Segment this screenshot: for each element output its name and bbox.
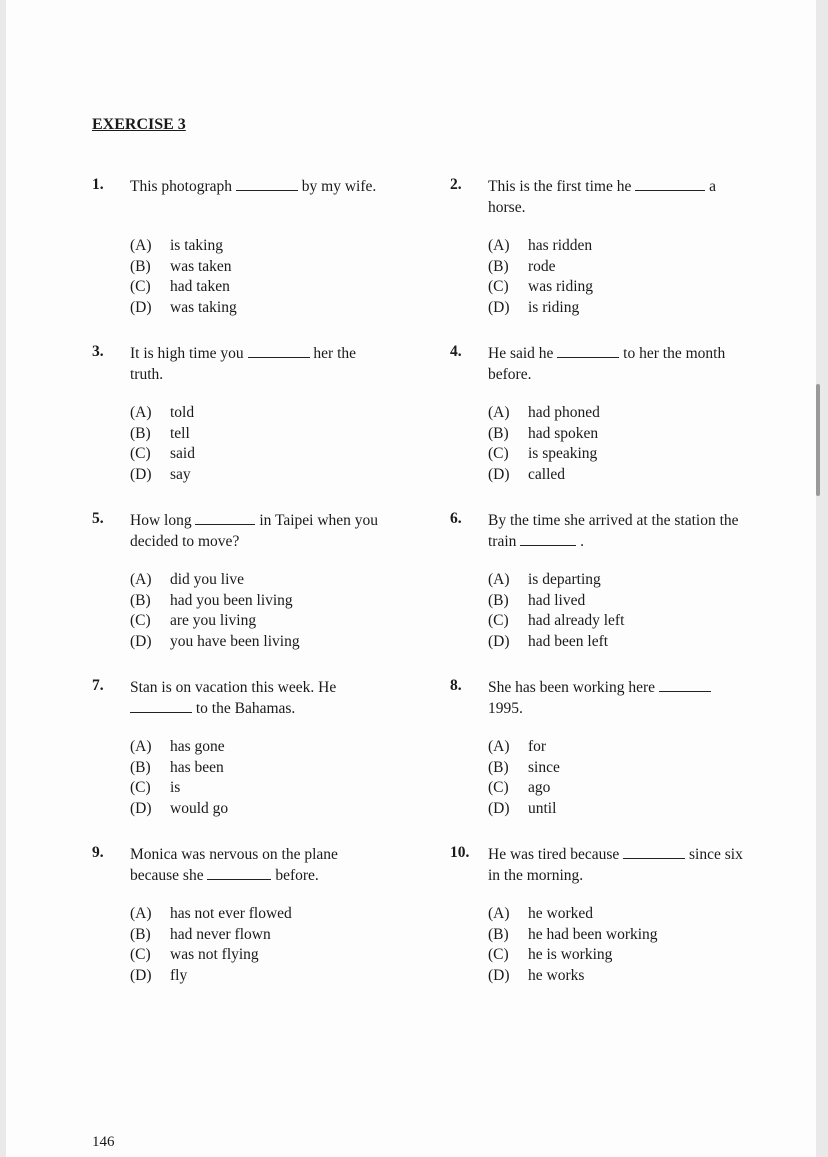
question-number: 6. bbox=[450, 510, 462, 527]
answer-option bbox=[130, 570, 300, 591]
answer-option bbox=[488, 277, 593, 298]
option-letter: (C) bbox=[130, 779, 151, 797]
question-number: 10. bbox=[450, 844, 470, 861]
answer-option bbox=[488, 591, 624, 612]
answer-options bbox=[130, 570, 300, 653]
option-text: had phoned bbox=[528, 404, 600, 421]
option-letter: (D) bbox=[488, 466, 510, 484]
option-letter: (B) bbox=[130, 591, 151, 609]
answer-options bbox=[130, 236, 237, 319]
answer-blank bbox=[248, 345, 310, 358]
question-number: 4. bbox=[450, 343, 462, 360]
scrollbar-thumb[interactable] bbox=[816, 384, 820, 496]
option-text: had already left bbox=[528, 612, 625, 630]
option-text: did you live bbox=[170, 571, 245, 588]
option-text: fly bbox=[170, 967, 188, 985]
option-text: has ridden bbox=[528, 237, 593, 254]
answer-option bbox=[130, 236, 237, 257]
option-letter: (D) bbox=[488, 800, 510, 818]
answer-option bbox=[130, 966, 292, 987]
stem-text-before-blank: How long bbox=[130, 512, 192, 529]
option-text: was taking bbox=[170, 299, 237, 317]
option-letter: (A) bbox=[130, 905, 152, 922]
answer-option bbox=[130, 277, 237, 298]
answer-blank bbox=[557, 345, 619, 358]
answer-blank bbox=[130, 700, 192, 713]
answer-option bbox=[130, 424, 195, 445]
stem-text-after-blank: in Taipei when you decided to move? bbox=[130, 512, 379, 550]
answer-option bbox=[488, 632, 624, 653]
option-text: is bbox=[170, 779, 181, 797]
stem-text-before-blank: He was tired because bbox=[488, 846, 620, 863]
question-number: 1. bbox=[92, 176, 104, 193]
option-text: tell bbox=[170, 424, 190, 442]
option-text: rode bbox=[528, 257, 556, 275]
answer-option bbox=[488, 904, 658, 925]
option-letter: (C) bbox=[488, 946, 509, 964]
option-letter: (B) bbox=[130, 925, 151, 943]
option-letter: (A) bbox=[130, 237, 152, 254]
option-letter: (C) bbox=[488, 445, 509, 463]
stem-text-after-blank: before. bbox=[275, 867, 319, 884]
stem-text-before-blank: This is the first time he bbox=[488, 178, 632, 195]
option-text: since bbox=[528, 758, 560, 776]
question-stem bbox=[130, 677, 390, 719]
answer-option bbox=[488, 925, 658, 946]
option-text: is departing bbox=[528, 571, 601, 588]
stem-text-after-blank: 1995. bbox=[488, 700, 523, 717]
option-letter: (D) bbox=[488, 967, 510, 985]
answer-option bbox=[130, 758, 228, 779]
stem-text-before-blank: Monica was nervous on the plane because she bbox=[130, 846, 338, 884]
answer-option bbox=[130, 298, 237, 319]
question-stem bbox=[130, 176, 390, 197]
option-text: ago bbox=[528, 779, 551, 797]
question-number: 5. bbox=[92, 510, 104, 527]
answer-option bbox=[130, 904, 292, 925]
stem-text-after-blank: to the Bahamas. bbox=[195, 700, 296, 717]
answer-blank bbox=[623, 846, 685, 859]
option-text: until bbox=[528, 800, 557, 818]
option-text: say bbox=[170, 466, 191, 484]
answer-blank bbox=[195, 512, 255, 525]
option-text: said bbox=[170, 445, 195, 463]
option-letter: (C) bbox=[488, 278, 509, 296]
option-letter: (D) bbox=[130, 299, 152, 317]
answer-option bbox=[488, 403, 600, 424]
option-text: has been bbox=[170, 758, 224, 776]
question-number: 2. bbox=[450, 176, 462, 193]
answer-option bbox=[488, 737, 560, 758]
answer-option bbox=[130, 799, 228, 820]
answer-option bbox=[488, 778, 560, 799]
answer-options bbox=[488, 904, 658, 987]
answer-option bbox=[488, 611, 624, 632]
answer-option bbox=[488, 298, 593, 319]
answer-option bbox=[488, 945, 658, 966]
answer-option bbox=[488, 444, 600, 465]
option-letter: (B) bbox=[488, 925, 509, 943]
answer-option bbox=[130, 611, 300, 632]
answer-option bbox=[488, 799, 560, 820]
option-letter: (D) bbox=[130, 967, 152, 985]
answer-blank bbox=[236, 178, 298, 191]
option-text: was taken bbox=[170, 257, 232, 275]
option-letter: (A) bbox=[488, 905, 510, 922]
option-text: had never flown bbox=[170, 925, 271, 943]
question-stem bbox=[130, 844, 390, 886]
option-text: had you been living bbox=[170, 591, 293, 609]
option-letter: (A) bbox=[130, 404, 152, 421]
option-text: had lived bbox=[528, 591, 586, 609]
option-letter: (B) bbox=[488, 591, 509, 609]
option-text: is speaking bbox=[528, 445, 598, 463]
answer-option bbox=[488, 257, 593, 278]
option-letter: (C) bbox=[488, 612, 509, 630]
option-letter: (C) bbox=[130, 445, 151, 463]
answer-option bbox=[488, 424, 600, 445]
option-text: is taking bbox=[170, 237, 223, 254]
answer-option bbox=[130, 444, 195, 465]
stem-text-after-blank: to her the month before. bbox=[488, 345, 726, 383]
option-text: has not ever flowed bbox=[170, 905, 292, 922]
option-letter: (A) bbox=[130, 571, 152, 588]
answer-options bbox=[130, 403, 195, 486]
answer-option bbox=[488, 236, 593, 257]
stem-text-before-blank: She has been working here bbox=[488, 679, 656, 696]
answer-option bbox=[130, 737, 228, 758]
option-letter: (D) bbox=[130, 633, 152, 651]
option-letter: (A) bbox=[130, 738, 152, 755]
question-number: 3. bbox=[92, 343, 104, 360]
answer-options bbox=[130, 904, 292, 987]
exercise-title: EXERCISE 3 bbox=[92, 116, 186, 133]
stem-text-after-blank: her the truth. bbox=[130, 345, 357, 383]
question-stem bbox=[130, 343, 390, 385]
option-letter: (B) bbox=[130, 424, 151, 442]
question-stem bbox=[488, 510, 748, 552]
stem-text-before-blank: Stan is on vacation this week. He bbox=[130, 679, 337, 696]
option-text: is riding bbox=[528, 299, 580, 317]
answer-option bbox=[488, 570, 624, 591]
option-text: had taken bbox=[170, 278, 230, 296]
option-text: you have been living bbox=[170, 633, 300, 651]
option-letter: (B) bbox=[488, 424, 509, 442]
answer-blank bbox=[659, 679, 711, 692]
option-text: he worked bbox=[528, 905, 593, 922]
answer-option bbox=[130, 925, 292, 946]
question-stem bbox=[130, 510, 390, 552]
option-letter: (C) bbox=[130, 612, 151, 630]
answer-options bbox=[488, 236, 593, 319]
question-stem bbox=[488, 343, 748, 385]
answer-blank bbox=[635, 178, 705, 191]
option-letter: (C) bbox=[488, 779, 509, 797]
option-letter: (D) bbox=[488, 299, 510, 317]
option-text: he works bbox=[528, 967, 585, 985]
stem-text-before-blank: He said he bbox=[488, 345, 554, 362]
answer-options bbox=[488, 737, 560, 820]
question-number: 8. bbox=[450, 677, 462, 694]
answer-option bbox=[130, 403, 195, 424]
option-letter: (D) bbox=[130, 466, 152, 484]
stem-text-before-blank: It is high time you bbox=[130, 345, 244, 362]
answer-options bbox=[488, 403, 600, 486]
option-letter: (A) bbox=[488, 237, 510, 254]
question-number: 9. bbox=[92, 844, 104, 861]
stem-text-after-blank: a horse. bbox=[488, 178, 716, 216]
option-letter: (B) bbox=[488, 257, 509, 275]
answer-option bbox=[130, 257, 237, 278]
option-letter: (C) bbox=[130, 946, 151, 964]
answer-option bbox=[488, 465, 600, 486]
option-letter: (D) bbox=[488, 633, 510, 651]
option-letter: (B) bbox=[130, 257, 151, 275]
question-stem bbox=[488, 844, 748, 886]
answer-options bbox=[130, 737, 228, 820]
option-text: are you living bbox=[170, 612, 257, 630]
option-letter: (B) bbox=[130, 758, 151, 776]
question-stem bbox=[488, 677, 748, 719]
stem-text-after-blank: since six in the morning. bbox=[488, 846, 743, 884]
option-letter: (A) bbox=[488, 404, 510, 421]
option-text: has gone bbox=[170, 738, 225, 755]
option-letter: (B) bbox=[488, 758, 509, 776]
question-number: 7. bbox=[92, 677, 104, 694]
answer-option bbox=[130, 465, 195, 486]
stem-text-before-blank: By the time she arrived at the station the train bbox=[488, 512, 739, 550]
stem-text-after-blank: by my wife. bbox=[301, 178, 377, 195]
answer-option bbox=[130, 778, 228, 799]
option-text: had been left bbox=[528, 633, 609, 651]
option-letter: (A) bbox=[488, 738, 510, 755]
answer-options bbox=[488, 570, 624, 653]
option-text: told bbox=[170, 404, 195, 421]
answer-option bbox=[130, 632, 300, 653]
page-number: 146 bbox=[92, 1134, 115, 1150]
option-text: he is working bbox=[528, 946, 613, 964]
answer-blank bbox=[207, 867, 271, 880]
option-letter: (A) bbox=[488, 571, 510, 588]
option-text: for bbox=[528, 738, 547, 755]
option-text: had spoken bbox=[528, 424, 599, 442]
answer-option bbox=[130, 591, 300, 612]
stem-text-after-blank: . bbox=[580, 533, 585, 550]
answer-option bbox=[130, 945, 292, 966]
answer-blank bbox=[520, 533, 576, 546]
stem-text-before-blank: This photograph bbox=[130, 178, 233, 195]
option-letter: (C) bbox=[130, 278, 151, 296]
option-letter: (D) bbox=[130, 800, 152, 818]
option-text: would go bbox=[170, 800, 229, 818]
question-stem bbox=[488, 176, 748, 218]
option-text: was riding bbox=[528, 278, 594, 296]
option-text: was not flying bbox=[170, 946, 259, 964]
document-page bbox=[6, 0, 816, 1157]
answer-option bbox=[488, 966, 658, 987]
answer-option bbox=[488, 758, 560, 779]
option-text: called bbox=[528, 466, 566, 484]
option-text: he had been working bbox=[528, 925, 658, 943]
